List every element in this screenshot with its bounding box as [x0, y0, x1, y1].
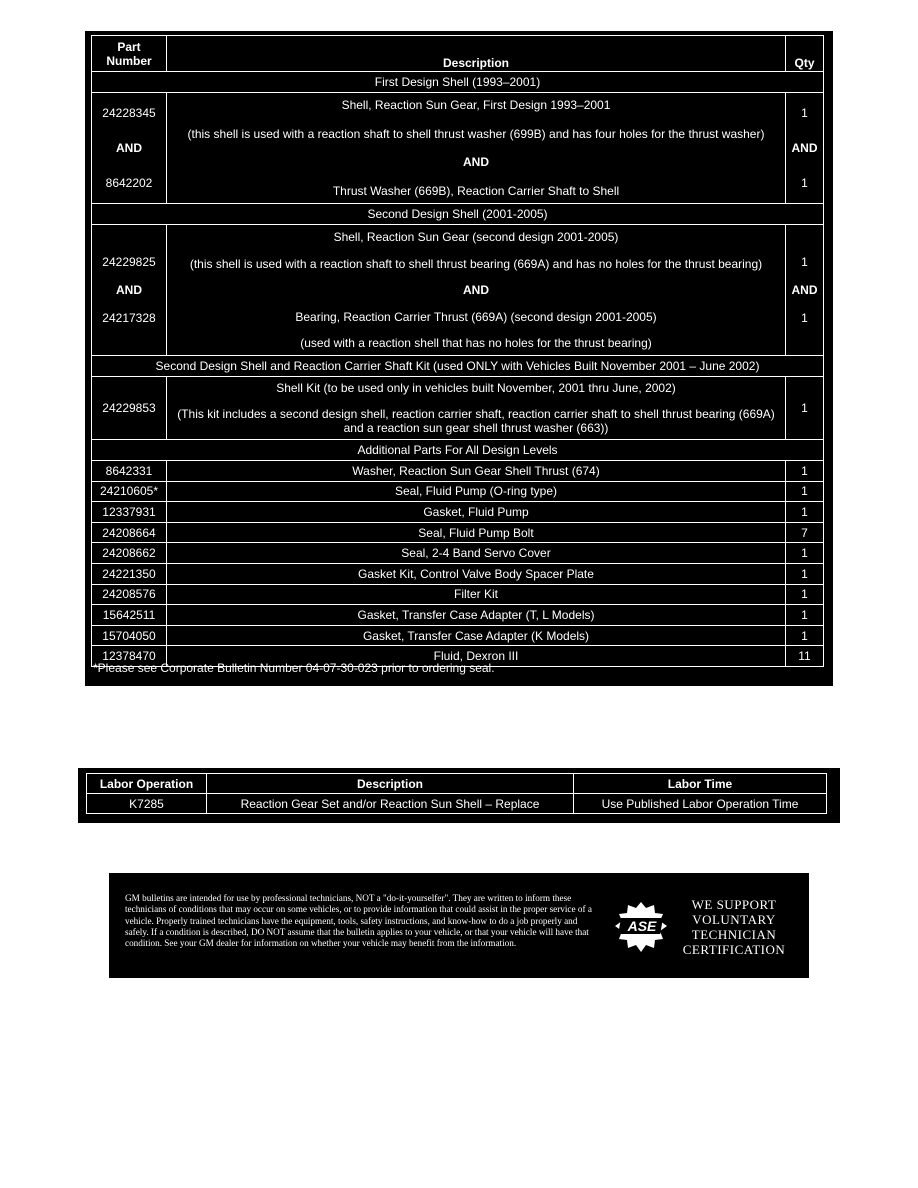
qty-value: 1 — [801, 311, 808, 325]
and-label: AND — [116, 283, 142, 297]
description-text: Fluid, Dexron III — [167, 646, 786, 667]
part-number: 24208662 — [92, 543, 167, 564]
description-note: (this shell is used with a reaction shaft to shell thrust washer (699B) and has four holes for the thrust washer) — [187, 126, 765, 141]
section-title: Additional Parts For All Design Levels — [92, 440, 824, 461]
table-row — [92, 522, 824, 543]
description-cell — [167, 225, 786, 356]
cert-line: VOLUNTARY — [692, 912, 776, 927]
part-number-cell — [92, 225, 167, 356]
certification-statement — [675, 897, 793, 957]
labor-table — [86, 773, 827, 814]
ase-logo-text: ASE — [627, 918, 657, 934]
qty-cell — [786, 93, 824, 204]
qty-value: 1 — [801, 176, 808, 190]
description-note: (this shell is used with a reaction shaft to shell thrust bearing (669A) and has no holes for the thrust bearing) — [189, 256, 763, 271]
part-number: 24208576 — [92, 584, 167, 605]
qty-value: 1 — [786, 625, 824, 646]
qty-value: 7 — [786, 522, 824, 543]
qty-cell — [786, 225, 824, 356]
header-qty: Qty — [786, 36, 824, 72]
seal-footnote: *Please see Corporate Bulletin Number 04-07-30-023 prior to ordering seal. — [93, 661, 495, 675]
description-text: Washer, Reaction Sun Gear Shell Thrust (674) — [167, 461, 786, 482]
header-description: Description — [207, 774, 574, 794]
header-description: Description — [167, 36, 786, 72]
part-number: 8642202 — [105, 176, 153, 190]
description-cell — [167, 377, 786, 440]
part-number: 24217328 — [102, 311, 156, 325]
table-row — [92, 584, 824, 605]
section3-row — [92, 377, 824, 440]
and-label: AND — [463, 155, 489, 170]
description-text: Filter Kit — [167, 584, 786, 605]
description-text: Seal, 2-4 Band Servo Cover — [167, 543, 786, 564]
qty-value: 1 — [786, 605, 824, 626]
labor-table-header — [87, 774, 827, 794]
description-text: Seal, Fluid Pump (O-ring type) — [167, 481, 786, 502]
parts-table-panel — [85, 31, 833, 686]
section-title: Second Design Shell and Reaction Carrier Shaft Kit (used ONLY with Vehicles Built November 2001 – June 2002) — [92, 356, 824, 377]
table-row — [92, 502, 824, 523]
and-label: AND — [116, 141, 142, 155]
description-text: Seal, Fluid Pump Bolt — [167, 522, 786, 543]
part-number: 24210605* — [92, 481, 167, 502]
qty-value: 1 — [801, 255, 808, 269]
part-number-cell: 24229853 — [92, 377, 167, 440]
header-labor-time: Labor Time — [574, 774, 827, 794]
description-note: (This kit includes a second design shell, reaction carrier shaft, reaction carrier shaft to shell thrust bearing (669A) and a reaction sun gear shell thrust washer (663)) — [177, 407, 775, 435]
disclaimer-banner — [109, 873, 809, 978]
part-number: 24229825 — [102, 255, 156, 269]
header-labor-operation: Labor Operation — [87, 774, 207, 794]
qty-value: 1 — [786, 502, 824, 523]
and-label: AND — [463, 283, 489, 297]
section-title-row — [92, 204, 824, 225]
part-number: 8642331 — [92, 461, 167, 482]
ase-logo-icon — [610, 901, 672, 955]
qty-value: 11 — [786, 646, 824, 667]
and-label: AND — [791, 283, 818, 297]
header-part-number: Part Number — [92, 36, 167, 72]
section-title-row — [92, 356, 824, 377]
parts-table — [91, 35, 824, 667]
part-number: 12337931 — [92, 502, 167, 523]
description-note: (used with a reaction shell that has no holes for the thrust bearing) — [300, 336, 652, 350]
qty-value: 1 — [786, 461, 824, 482]
part-number: 24208664 — [92, 522, 167, 543]
description-text: Shell, Reaction Sun Gear, First Design 1993–2001 — [341, 98, 611, 112]
part-number: 15704050 — [92, 625, 167, 646]
qty-value: 1 — [786, 481, 824, 502]
table-row — [92, 625, 824, 646]
cert-line: TECHNICIAN — [691, 927, 777, 942]
part-number: 24228345 — [102, 106, 156, 120]
parts-table-header — [92, 36, 824, 72]
table-row — [92, 605, 824, 626]
description-text: Gasket, Transfer Case Adapter (T, L Models) — [167, 605, 786, 626]
cert-line: CERTIFICATION — [682, 942, 786, 957]
table-row — [92, 461, 824, 482]
table-row — [87, 794, 827, 814]
labor-time: Use Published Labor Operation Time — [574, 794, 827, 814]
description-text: Gasket Kit, Control Valve Body Spacer Plate — [167, 563, 786, 584]
disclaimer-text: GM bulletins are intended for use by professional technicians, NOT a "do-it-yourselfer". They are written to inform these technicians of conditions that may occur on some vehicles, or to provide information that could assist in the proper service of a vehicle. Properly trained technicians have the equipment, tools, safety instructions, and know-how to do a job properly and safely. If a condition is described, DO NOT assume that the bulletin applies to your vehicle, or that your vehicle will have that condition. See your GM dealer for information on whether your vehicle may benefit from the information. — [125, 893, 592, 949]
section-title: Second Design Shell (2001-2005) — [92, 204, 824, 225]
qty-value: 1 — [786, 563, 824, 584]
qty-cell: 1 — [786, 377, 824, 440]
description-text: Gasket, Fluid Pump — [167, 502, 786, 523]
part-number: 24221350 — [92, 563, 167, 584]
section-title: First Design Shell (1993–2001) — [92, 72, 824, 93]
qty-value: 1 — [786, 543, 824, 564]
labor-description: Reaction Gear Set and/or Reaction Sun Shell – Replace — [207, 794, 574, 814]
table-row — [92, 543, 824, 564]
description-text: Shell Kit (to be used only in vehicles built November, 2001 thru June, 2002) — [276, 381, 676, 395]
part-number: 12378470 — [92, 646, 167, 667]
labor-operation-code: K7285 — [87, 794, 207, 814]
qty-value: 1 — [801, 106, 808, 120]
description-text: Gasket, Transfer Case Adapter (K Models) — [167, 625, 786, 646]
section2-row — [92, 225, 824, 356]
table-row — [92, 481, 824, 502]
section-title-row — [92, 440, 824, 461]
labor-table-panel — [78, 768, 840, 823]
section-title-row — [92, 72, 824, 93]
part-number: 15642511 — [92, 605, 167, 626]
description-text: Bearing, Reaction Carrier Thrust (669A) (second design 2001-2005) — [295, 309, 657, 324]
table-row — [92, 563, 824, 584]
section1-row — [92, 93, 824, 204]
and-label: AND — [791, 141, 818, 155]
description-cell — [167, 93, 786, 204]
cert-line: WE SUPPORT — [691, 897, 777, 912]
qty-value: 1 — [786, 584, 824, 605]
description-text: Thrust Washer (669B), Reaction Carrier Shaft to Shell — [332, 183, 620, 198]
description-text: Shell, Reaction Sun Gear (second design 2001-2005) — [333, 230, 619, 244]
part-number-cell — [92, 93, 167, 204]
